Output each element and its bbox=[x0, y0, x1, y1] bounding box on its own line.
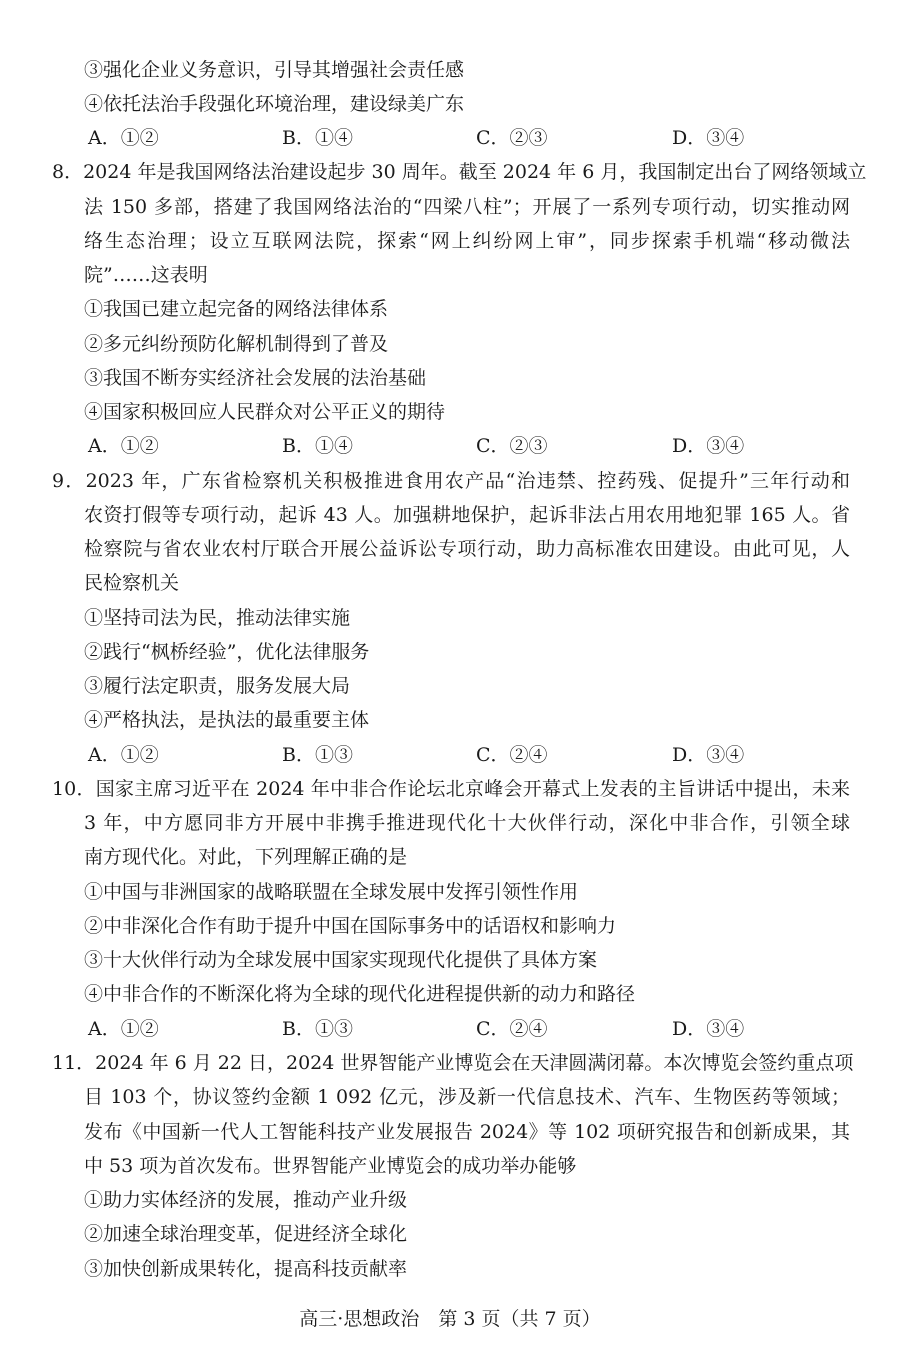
q7-choice-b: B．①④ bbox=[282, 127, 353, 149]
q10-choice-d: D．③④ bbox=[672, 1018, 745, 1040]
q9-choice-b: B．①③ bbox=[282, 744, 353, 766]
q8-option-4: ④国家积极回应人民群众对公平正义的期待 bbox=[84, 401, 446, 423]
q7-choice-a: A．①② bbox=[88, 127, 159, 149]
q9-option-3: ③履行法定职责，服务发展大局 bbox=[84, 675, 351, 697]
q9-option-2: ②践行“枫桥经验”，优化法律服务 bbox=[84, 641, 370, 663]
q10-choice-b: B．①③ bbox=[282, 1018, 353, 1040]
q9-choices bbox=[88, 741, 788, 769]
q9-stem-line-4: 民检察机关 bbox=[84, 572, 180, 594]
q8-choice-a: A．①② bbox=[88, 435, 159, 457]
q7-choices bbox=[88, 124, 788, 152]
q8-stem-line-2: 法 150 多部，搭建了我国网络法治的“四梁八柱”；开展了一系列专项行动，切实推动网 bbox=[84, 196, 850, 218]
q7-option-3: ③强化企业义务意识，引导其增强社会责任感 bbox=[84, 59, 465, 81]
q9-option-1: ①坚持司法为民，推动法律实施 bbox=[84, 607, 351, 629]
q8-stem-line-1: 8．2024 年是我国网络法治建设起步 30 周年。截至 2024 年 6 月，我国制定出台了网络领域立 bbox=[52, 161, 867, 183]
q8-choice-c: C．②③ bbox=[476, 435, 548, 457]
q11-stem-line-3: 发布《中国新一代人工智能科技产业发展报告 2024》等 102 项研究报告和创新成果，其 bbox=[84, 1121, 850, 1143]
q9-choice-c: C．②④ bbox=[476, 744, 548, 766]
q10-stem-line-1: 10．国家主席习近平在 2024 年中非合作论坛北京峰会开幕式上发表的主旨讲话中提出，未来 bbox=[52, 778, 850, 800]
q8-choices bbox=[88, 432, 788, 460]
q10-option-4: ④中非合作的不断深化将为全球的现代化进程提供新的动力和路径 bbox=[84, 983, 636, 1005]
q10-choice-a: A．①② bbox=[88, 1018, 159, 1040]
q9-stem-line-3: 检察院与省农业农村厅联合开展公益诉讼专项行动，助力高标准农田建设。由此可见，人 bbox=[84, 538, 850, 560]
q11-option-1: ①助力实体经济的发展，推动产业升级 bbox=[84, 1189, 408, 1211]
q7-choice-d: D．③④ bbox=[672, 127, 745, 149]
q7-choice-c: C．②③ bbox=[476, 127, 548, 149]
q10-choices bbox=[88, 1015, 788, 1043]
q9-stem-line-2: 农资打假等专项行动，起诉 43 人。加强耕地保护，起诉非法占用农用地犯罪 165 人。省 bbox=[84, 504, 850, 526]
q8-stem-line-4: 院”……这表明 bbox=[84, 264, 208, 286]
q9-choice-d: D．③④ bbox=[672, 744, 745, 766]
q11-option-3: ③加快创新成果转化，提高科技贡献率 bbox=[84, 1258, 408, 1280]
q10-stem-line-3: 南方现代化。对此，下列理解正确的是 bbox=[84, 846, 408, 868]
q9-stem-line-1: 9．2023 年，广东省检察机关积极推进食用农产品“治违禁、控药残、促提升”三年行动和 bbox=[52, 470, 850, 492]
q11-stem-line-4: 中 53 项为首次发布。世界智能产业博览会的成功举办能够 bbox=[84, 1155, 577, 1177]
q8-choice-b: B．①④ bbox=[282, 435, 353, 457]
q8-stem-line-3: 络生态治理；设立互联网法院，探索“网上纠纷网上审”，同步探索手机端“移动微法 bbox=[84, 230, 850, 252]
q9-choice-a: A．①② bbox=[88, 744, 159, 766]
q10-stem-line-2: 3 年，中方愿同非方开展中非携手推进现代化十大伙伴行动，深化中非合作，引领全球 bbox=[84, 812, 850, 834]
q10-option-1: ①中国与非洲国家的战略联盟在全球发展中发挥引领性作用 bbox=[84, 881, 579, 903]
q8-option-1: ①我国已建立起完备的网络法律体系 bbox=[84, 298, 389, 320]
q10-option-3: ③十大伙伴行动为全球发展中国家实现现代化提供了具体方案 bbox=[84, 949, 598, 971]
page-footer: 高三·思想政治 第 3 页（共 7 页） bbox=[299, 1308, 601, 1330]
q9-option-4: ④严格执法，是执法的最重要主体 bbox=[84, 709, 370, 731]
q8-option-3: ③我国不断夯实经济社会发展的法治基础 bbox=[84, 367, 427, 389]
q11-stem-line-1: 11．2024 年 6 月 22 日，2024 世界智能产业博览会在天津圆满闭幕。本次博览会签约重点项 bbox=[52, 1052, 854, 1074]
q8-option-2: ②多元纠纷预防化解机制得到了普及 bbox=[84, 333, 389, 355]
q11-stem-line-2: 目 103 个，协议签约金额 1 092 亿元，涉及新一代信息技术、汽车、生物医药等领域； bbox=[84, 1086, 850, 1108]
q8-choice-d: D．③④ bbox=[672, 435, 745, 457]
q11-option-2: ②加速全球治理变革，促进经济全球化 bbox=[84, 1223, 408, 1245]
q10-choice-c: C．②④ bbox=[476, 1018, 548, 1040]
q7-option-4: ④依托法治手段强化环境治理，建设绿美广东 bbox=[84, 93, 465, 115]
q10-option-2: ②中非深化合作有助于提升中国在国际事务中的话语权和影响力 bbox=[84, 915, 617, 937]
